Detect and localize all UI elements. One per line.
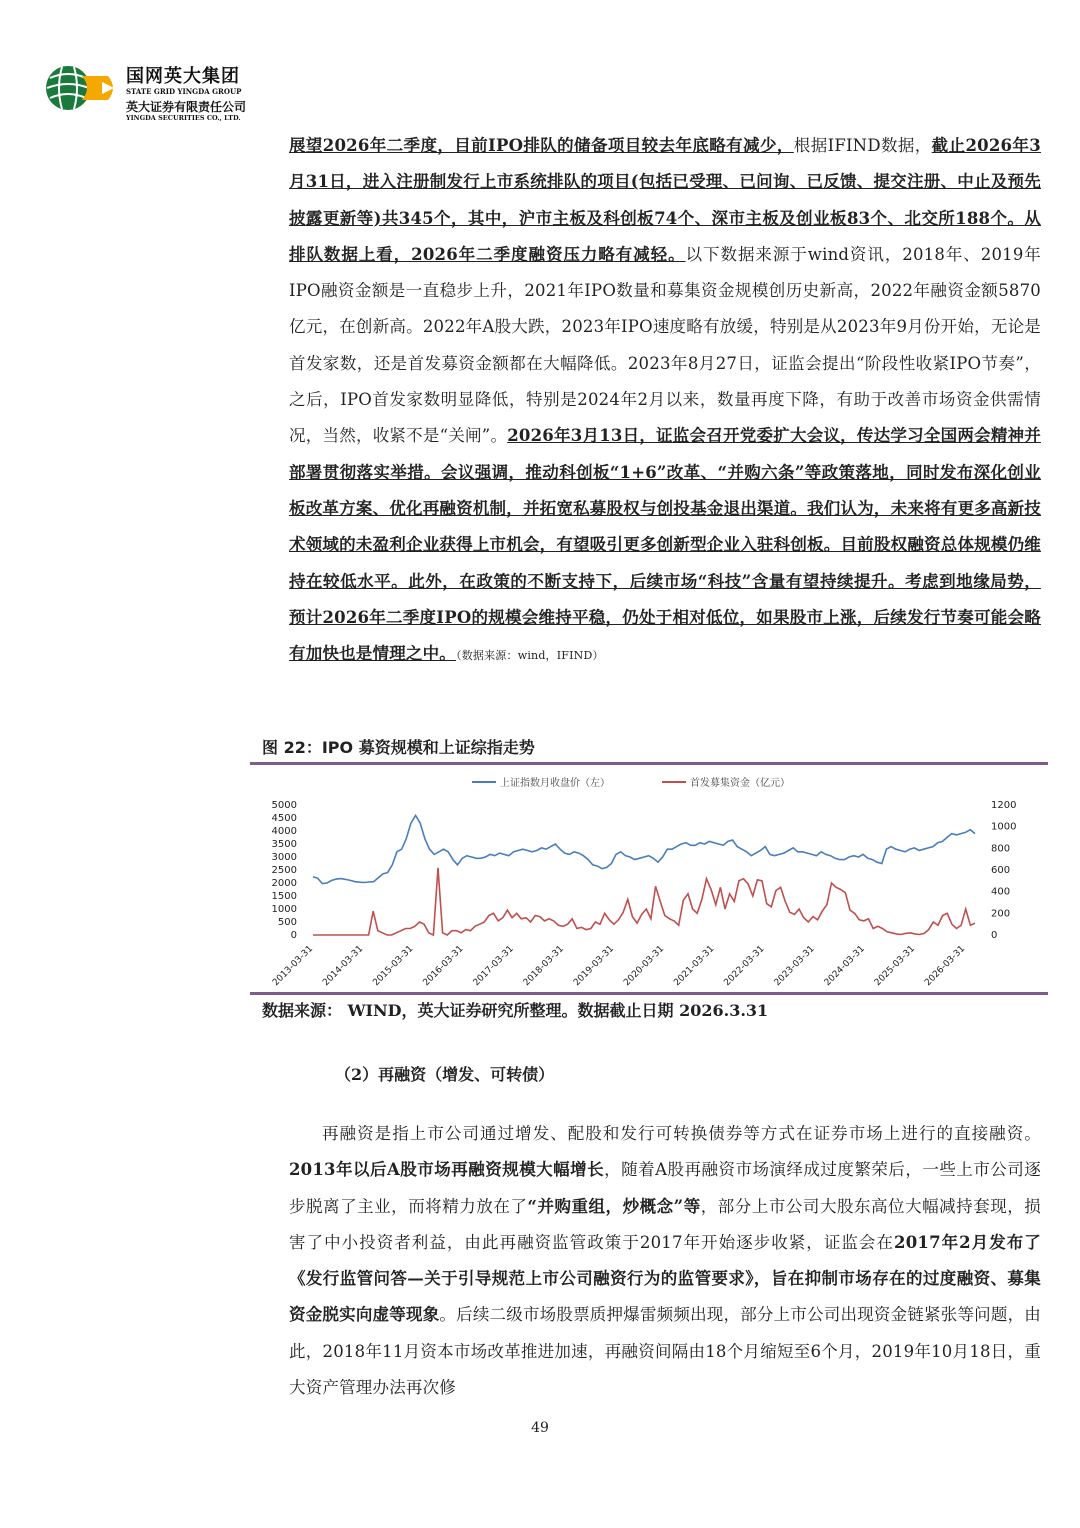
figure-bottom-rule [250, 992, 1048, 995]
plain-text: ，随着A股再融资市场演绎成过度繁荣后，一些上市公司逐步脱离了主业，而将精力放在了 [289, 1160, 1041, 1216]
subsidiary-name-cn: 英大证券有限责任公司 [126, 100, 247, 114]
y-right-tick-label: 600 [991, 865, 1011, 876]
plain-text: 根据IFIND数据， [793, 136, 932, 155]
legend-label: 首发募集资金（亿元） [690, 778, 790, 789]
underlined-text: 2026年3月13日，证监会召开党委扩大会议，传达学习全国两会精神并部署贯彻落实举措。会议强调，推动科创板“1+6”改革、“并购六条”等政策落地，同时发布深化创业板改革方案、优化再融资机制，并拓宽私募股权与创投基金退出渠道。我们认为，未来将有更多高新技术领域的未盈利企业获得上市机会，有望吸引更多创新型企业入驻科创板。目前股权融资总体规模仍维持在较低水平。此外，在政策的不断支持下，后续市场“科技”含量有望持续提升。考虑到地缘局势，预计2026年二季度IPO的规模会维持平稳，仍处于相对低位，如果股市上涨，后续发行节奏可能会略有加快也是情理之中。 [289, 426, 1042, 664]
y-left-tick-label: 500 [277, 917, 297, 928]
y-left-tick-label: 3000 [271, 852, 297, 863]
y-left-tick-label: 2500 [271, 865, 297, 876]
bold-text: 2017年2月发布了《发行监管问答—关于引导规范上市公司融资行为的监管要求》，旨在抑制市场存在的过度融资、募集资金脱实向虚等现象 [289, 1232, 1041, 1325]
x-tick-label: 2019-03-31 [572, 944, 617, 989]
y-right-tick-label: 1200 [991, 800, 1017, 811]
figure-title: 图 22：IPO 募资规模和上证综指走势 [262, 738, 535, 757]
underlined-text: 展望2026年二季度，目前IPO排队的储备项目较去年底略有减少， [289, 136, 794, 155]
plain-text: ，部分上市公司大股东高位大幅减持套现，损害了中小投资者利益，由此再融资监管政策于2017年开始逐步收紧，证监会在 [289, 1196, 1041, 1252]
subsidiary-name-en: YINGDA SECURITIES CO., LTD. [126, 114, 241, 122]
y-right-tick-label: 1000 [991, 821, 1017, 833]
y-left-tick-label: 5000 [271, 800, 297, 811]
bold-text: “并购重组，炒概念”等 [527, 1196, 701, 1216]
y-left-tick-label: 4500 [271, 813, 297, 824]
plain-text: 再融资是指上市公司通过增发、配股和发行可转换债券等方式在证券市场上进行的直接融资。 [322, 1124, 1041, 1143]
x-tick-label: 2017-03-31 [471, 944, 516, 989]
globe-logo-icon [44, 64, 120, 114]
company-logo [44, 62, 294, 126]
ipo-outlook-paragraph [289, 128, 1041, 674]
plain-text: 以下数据来源于wind资讯，2018年、2019年IPO融资金额是一直稳步上升，2021年IPO数量和募集资金规模创历史新高，2022年融资金额5870亿元，在创新高。2022年A股大跌，2023年IPO速度略有放缓，特别是从2023年9月份开始，无论是首发家数，还是首发募资金额都在大幅降低。2023年8月27日，证监会提出“阶段性收紧IPO节奏”，之后，IPO首发家数明显降低，特别是2024年2月以来，数量再度下降，有助于改善市场资金供需情况，当然，收紧不是“关闸”。 [289, 244, 1041, 446]
y-right-tick-label: 400 [991, 886, 1011, 898]
x-tick-label: 2022-03-31 [722, 944, 767, 989]
x-tick-label: 2024-03-31 [822, 944, 867, 989]
section-title: （2）再融资（增发、可转债） [335, 1065, 555, 1084]
x-tick-label: 2013-03-31 [271, 944, 316, 989]
x-tick-label: 2014-03-31 [321, 944, 366, 989]
company-name-en: STATE GRID YINGDA GROUP [126, 87, 242, 96]
legend-label: 上证指数月收盘价（左） [500, 778, 610, 789]
y-left-tick-label: 2000 [271, 878, 297, 889]
ipo-funds-series-line [313, 868, 975, 935]
x-tick-label: 2015-03-31 [371, 944, 416, 989]
x-tick-label: 2020-03-31 [622, 944, 667, 989]
plain-text: 。后续二级市场股票质押爆雷频频出现，部分上市公司出现资金链紧张等问题，由此，2018年11月资本市场改革推进加速，再融资间隔由18个月缩短至6个月，2019年10月18日，重大资产管理办法再次修 [289, 1305, 1041, 1398]
y-left-tick-label: 3500 [271, 839, 297, 850]
y-left-tick-label: 4000 [271, 826, 297, 837]
bold-text: 2013年以后A股市场再融资规模大幅增长 [289, 1160, 605, 1180]
y-left-tick-label: 0 [290, 930, 297, 941]
y-right-tick-label: 200 [991, 908, 1011, 920]
x-tick-label: 2025-03-31 [872, 944, 918, 989]
x-tick-label: 2023-03-31 [772, 944, 817, 989]
index-series-line [313, 815, 975, 883]
y-right-tick-label: 800 [991, 843, 1011, 855]
company-name-cn: 国网英大集团 [126, 66, 240, 87]
x-tick-label: 2026-03-31 [923, 944, 968, 989]
x-tick-label: 2016-03-31 [421, 944, 466, 989]
y-left-tick-label: 1000 [271, 904, 297, 915]
y-right-tick-label: 0 [991, 930, 998, 941]
page-number: 49 [531, 1420, 549, 1436]
x-tick-label: 2021-03-31 [672, 944, 717, 989]
refinancing-paragraph [289, 1116, 1041, 1406]
y-left-tick-label: 1500 [271, 891, 297, 902]
x-tick-label: 2018-03-31 [521, 944, 566, 989]
ipo-chart [250, 765, 1048, 992]
underlined-text: 截止2026年3月31日，进入注册制发行上市系统排队的项目(包括已受理、已问询、已反馈、提交注册、中止及预先披露更新等)共345个，其中，沪市主板及科创板74个、深市主板及创业板83个、北交所188个。从排队数据上看，2026年二季度融资压力略有减轻。 [289, 136, 1041, 264]
data-source-note: （数据来源：wind，IFIND） [456, 649, 604, 663]
figure-source: 数据来源： WIND，英大证券研究所整理。数据截止日期 2026.3.31 [262, 1001, 769, 1020]
